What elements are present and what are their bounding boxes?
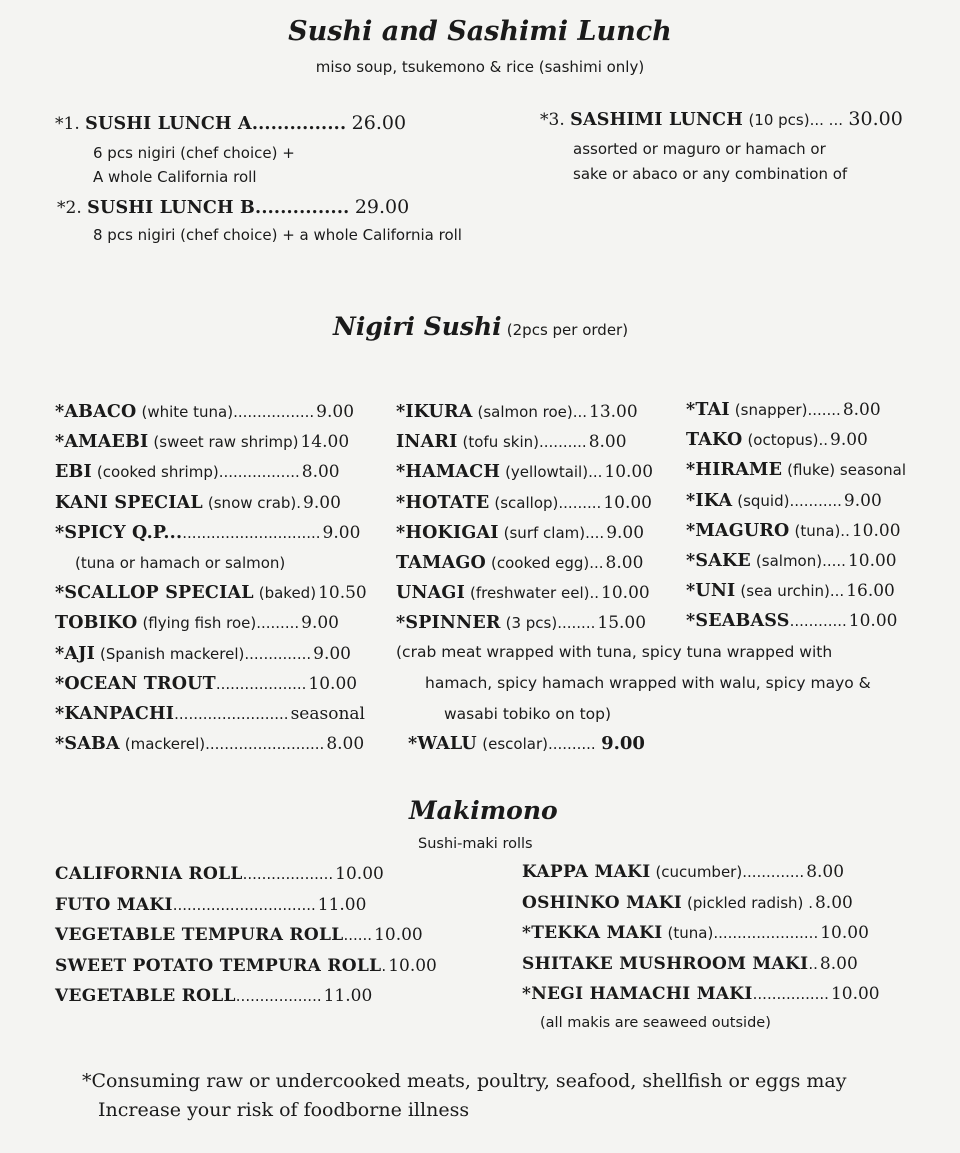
menu-item-desc: (yellowtail): [505, 463, 589, 482]
menu-item-desc: (scallop): [494, 493, 559, 512]
nigiri-title: Nigiri Sushi: [333, 312, 502, 341]
nigiri-item-walu: *WALU (escolar).......... 9.00: [408, 733, 645, 754]
menu-item-price: 10.00: [308, 673, 358, 694]
menu-item-name: VEGETABLE ROLL: [55, 986, 236, 1006]
lunch-item-b-desc: 8 pcs nigiri (chef choice) + a whole California roll: [93, 226, 462, 244]
footer-warning-2: Increase your risk of foodborne illness: [98, 1099, 470, 1121]
menu-item-dots: ............: [789, 612, 847, 631]
menu-item-price: 11.00: [317, 894, 367, 915]
menu-item-name: *HIRAME: [686, 460, 783, 481]
menu-item: [522, 923, 869, 943]
menu-item-dots: ..................: [235, 987, 322, 1005]
menu-item-desc: (octopus)..: [747, 431, 829, 450]
menu-item-name: *SAKE: [686, 551, 751, 571]
menu-item-name: SWEET POTATO TEMPURA ROLL: [55, 955, 382, 976]
menu-item-price: 8.00: [806, 862, 845, 882]
menu-item-price: 10.00: [847, 551, 897, 571]
menu-item-dots: .................: [218, 463, 300, 482]
menu-item-desc: (squid): [737, 491, 790, 510]
menu-item-name: *AMAEBI: [55, 432, 149, 453]
menu-item-desc: (white tuna): [141, 403, 234, 421]
menu-item: [686, 551, 897, 571]
menu-item: [55, 523, 360, 543]
menu-item-price: 16.00: [846, 581, 895, 602]
menu-item-desc: (flying fish roe): [142, 614, 257, 633]
menu-item-name: FUTO MAKI: [55, 894, 173, 915]
menu-item-dots: ........................: [174, 705, 289, 723]
menu-item-dots: ...: [572, 403, 588, 421]
menu-item-name: EBI: [55, 462, 92, 483]
menu-item-desc: (tuna or hamach or salmon): [75, 554, 286, 572]
maki-title: Makimono: [409, 796, 558, 825]
menu-item-name: *SPINNER: [396, 613, 501, 634]
menu-item-price: 9.00: [313, 643, 351, 664]
menu-item-name: *AJI: [55, 643, 95, 664]
menu-item-dots: ..: [840, 521, 850, 540]
menu-item-price: 11.00: [323, 986, 373, 1006]
menu-item: [396, 523, 644, 543]
menu-item-name: *IKURA: [396, 402, 473, 422]
menu-item-name: *ABACO: [55, 402, 137, 422]
menu-item-price: 9.00: [303, 492, 341, 513]
menu-item-price: 8.00: [605, 553, 644, 573]
menu-item-price: 9.00: [606, 522, 645, 543]
menu-item-desc: (baked): [258, 584, 317, 603]
menu-item: [55, 402, 354, 422]
menu-item-desc: (snow crab).: [207, 493, 302, 512]
menu-item-dots: ......................: [713, 924, 819, 942]
menu-item: [55, 493, 341, 513]
menu-item: [55, 644, 351, 664]
menu-item-desc: (cooked shrimp): [96, 463, 219, 482]
footer-warning-1: *Consuming raw or undercooked meats, poultry, seafood, shellfish or eggs may: [82, 1070, 847, 1092]
menu-item: [55, 956, 437, 976]
menu-item-name: *SPICY Q.P...: [55, 522, 183, 543]
menu-item-desc: (pickled radish): [687, 893, 804, 912]
lunch-subtitle: miso soup, tsukemono & rice (sashimi only): [315, 58, 645, 76]
maki-note: (all makis are seaweed outside): [540, 1015, 771, 1031]
menu-item: [522, 862, 844, 882]
menu-item-price: 14.00: [300, 432, 350, 453]
menu-item-name: TOBIKO: [55, 613, 138, 634]
menu-item-dots: ....: [585, 523, 605, 542]
menu-item-price: 15.00: [597, 613, 647, 634]
spinner-desc-2: hamach, spicy hamach wrapped with walu, spicy mayo &: [425, 674, 871, 692]
lunch-item-a: *1. SUSHI LUNCH A............... 26.00: [55, 112, 407, 134]
menu-item-dots: .........................: [205, 735, 325, 754]
menu-item-dots: ...: [589, 554, 604, 572]
menu-item-dots: ..............................: [172, 895, 316, 914]
menu-item-name: OSHINKO MAKI: [522, 892, 683, 913]
menu-item-dots: ...: [588, 463, 603, 482]
menu-item-price: 8.00: [301, 462, 340, 483]
menu-item-price: 9.00: [316, 402, 355, 422]
menu-item-desc: (3 pcs): [505, 614, 558, 633]
menu-item-dots: ................: [752, 985, 829, 1003]
menu-item-price: 10.00: [830, 984, 880, 1004]
menu-item-name: *NEGI HAMACHI MAKI: [522, 984, 753, 1004]
menu-item-dots: ...................: [242, 865, 334, 883]
menu-item: [686, 611, 897, 631]
lunch-item-a-desc1: 6 pcs nigiri (chef choice) +: [93, 144, 295, 162]
menu-item-name: *MAGURO: [686, 520, 790, 541]
lunch-item-a-desc2: A whole California roll: [93, 168, 257, 186]
menu-item: [396, 553, 643, 573]
menu-item-desc: (mackerel): [124, 735, 206, 754]
menu-item-name: TAKO: [686, 430, 743, 451]
lunch-title: Sushi and Sashimi Lunch: [288, 16, 672, 47]
menu-item: [686, 581, 895, 601]
menu-item: [396, 493, 652, 513]
menu-item-desc: (sweet raw shrimp): [153, 433, 299, 452]
menu-item: [686, 460, 906, 480]
menu-item: [55, 895, 366, 915]
menu-item-desc: (snapper): [734, 401, 808, 419]
menu-item: [55, 462, 340, 482]
menu-item: [55, 432, 349, 452]
menu-item-dots: .............................: [182, 523, 321, 542]
menu-item: [70, 553, 285, 573]
menu-item-dots: ........: [557, 614, 596, 633]
menu-item: [55, 674, 357, 694]
menu-item-price: 9.00: [830, 430, 868, 451]
lunch-item-sashimi-desc2: sake or abaco or any combination of: [573, 165, 848, 183]
menu-item: [55, 925, 423, 945]
lunch-item-sashimi-desc1: assorted or maguro or hamach or: [573, 140, 826, 158]
menu-item-price: seasonal: [290, 704, 365, 724]
menu-item-desc: (salmon): [755, 552, 823, 570]
menu-item: [55, 704, 365, 724]
menu-item-price: 10.00: [604, 462, 654, 483]
menu-item: [522, 893, 853, 913]
menu-item: [686, 430, 868, 450]
menu-item: [55, 583, 367, 603]
spinner-desc-3: wasabi tobiko on top): [444, 705, 612, 723]
menu-item-desc: (freshwater eel): [469, 584, 590, 603]
menu-item: [396, 432, 627, 452]
menu-item-price: 10.00: [388, 955, 437, 976]
menu-item-dots: ...................: [215, 674, 307, 693]
menu-item-desc: (tofu skin): [462, 433, 539, 452]
menu-item-price: 10.00: [374, 925, 423, 945]
menu-item-dots: ...........: [789, 491, 842, 510]
menu-item-desc: (sea urchin): [740, 582, 830, 601]
menu-item-price: 9.00: [322, 522, 361, 543]
spinner-desc-1: (crab meat wrapped with tuna, spicy tuna wrapped with: [396, 643, 833, 661]
menu-item-price: 9.00: [301, 613, 339, 634]
menu-item-price: 8.00: [326, 734, 365, 755]
menu-item-name: *HAMACH: [396, 462, 501, 483]
menu-item-price: 8.00: [819, 953, 858, 974]
menu-item-name: *KANPACHI: [55, 704, 175, 724]
menu-item-desc: (cooked egg): [490, 554, 590, 572]
menu-item: [55, 864, 384, 884]
menu-item: [55, 613, 339, 633]
menu-item-dots: .........: [558, 493, 602, 512]
menu-item-name: *HOKIGAI: [396, 522, 499, 543]
menu-item-price: 10.00: [820, 923, 869, 943]
menu-item-name: VEGETABLE TEMPURA ROLL: [55, 925, 344, 945]
nigiri-heading: [333, 312, 628, 341]
menu-item: [396, 462, 653, 482]
menu-item-name: *OCEAN TROUT: [55, 673, 216, 694]
menu-item-dots: ..........: [539, 433, 587, 452]
menu-item-desc: (salmon roe): [477, 403, 573, 421]
menu-item-dots: .............: [742, 863, 805, 881]
menu-item: [396, 583, 650, 603]
menu-item-name: UNAGI: [396, 583, 465, 604]
menu-item-desc: (tuna): [667, 924, 714, 942]
menu-item: [55, 986, 372, 1006]
menu-item-name: *SCALLOP SPECIAL: [55, 583, 254, 604]
menu-item-dots: .........: [256, 614, 300, 633]
menu-item-dots: .....: [822, 552, 846, 570]
menu-item: [522, 954, 858, 974]
menu-item-desc: (Spanish mackerel): [100, 644, 245, 663]
nigiri-note: (2pcs per order): [506, 321, 629, 339]
maki-subtitle: Sushi-maki rolls: [418, 836, 533, 852]
menu-item-name: *SEABASS: [686, 611, 790, 632]
menu-item-name: *HOTATE: [396, 492, 490, 513]
menu-item: [686, 400, 881, 420]
menu-item-dots: .......: [807, 401, 841, 419]
menu-item: [686, 491, 882, 511]
menu-item: [55, 734, 364, 754]
menu-item-name: *SABA: [55, 734, 120, 755]
menu-item: [396, 613, 646, 633]
menu-item-name: INARI: [396, 432, 458, 453]
menu-item-price: 10.00: [851, 520, 901, 541]
menu-item-name: KANI SPECIAL: [55, 492, 203, 513]
menu-item-desc: (tuna): [794, 521, 841, 540]
menu-item-dots: ..: [808, 954, 818, 973]
menu-item-dots: .................: [233, 403, 315, 421]
menu-item-name: SHITAKE MUSHROOM MAKI: [522, 953, 809, 974]
menu-item: [522, 984, 880, 1004]
menu-item-name: KAPPA MAKI: [522, 862, 651, 882]
menu-item-dots: .: [381, 956, 387, 975]
menu-item-price: 10.00: [848, 611, 898, 632]
menu-item-name: TAMAGO: [396, 553, 486, 573]
menu-item-dots: ..: [589, 584, 600, 603]
menu-item-price: 10.00: [335, 864, 384, 884]
menu-item-price: 10.50: [318, 583, 367, 604]
menu-item-name: *UNI: [686, 581, 736, 602]
menu-item-desc: (surf clam): [503, 523, 586, 542]
menu-item-price: 8.00: [814, 892, 853, 913]
menu-item-price: 8.00: [842, 400, 881, 420]
menu-item-dots: ..............: [244, 644, 312, 663]
menu-item-name: CALIFORNIA ROLL: [55, 864, 243, 884]
menu-item-dots: ......: [343, 926, 373, 944]
menu-item-name: *TAI: [686, 400, 730, 420]
menu-item-desc: (fluke) seasonal: [787, 461, 907, 480]
menu-item-name: *TEKKA MAKI: [522, 923, 663, 943]
lunch-item-b: *2. SUSHI LUNCH B............... 29.00: [57, 196, 410, 218]
menu-item-dots: .: [803, 893, 813, 912]
menu-item-desc: (cucumber): [655, 863, 743, 881]
menu-item-price: 9.00: [843, 490, 882, 511]
menu-item-price: 10.00: [601, 583, 650, 604]
menu-item-price: 8.00: [588, 432, 627, 453]
menu-item: [396, 402, 638, 422]
menu-item-dots: ...: [829, 582, 845, 601]
menu-item-price: 13.00: [589, 402, 638, 422]
menu-item-price: 10.00: [603, 492, 652, 513]
menu-item-name: *IKA: [686, 490, 733, 511]
menu-item: [686, 521, 901, 541]
lunch-item-sashimi: *3. SASHIMI LUNCH (10 pcs)... ... 30.00: [540, 108, 903, 130]
